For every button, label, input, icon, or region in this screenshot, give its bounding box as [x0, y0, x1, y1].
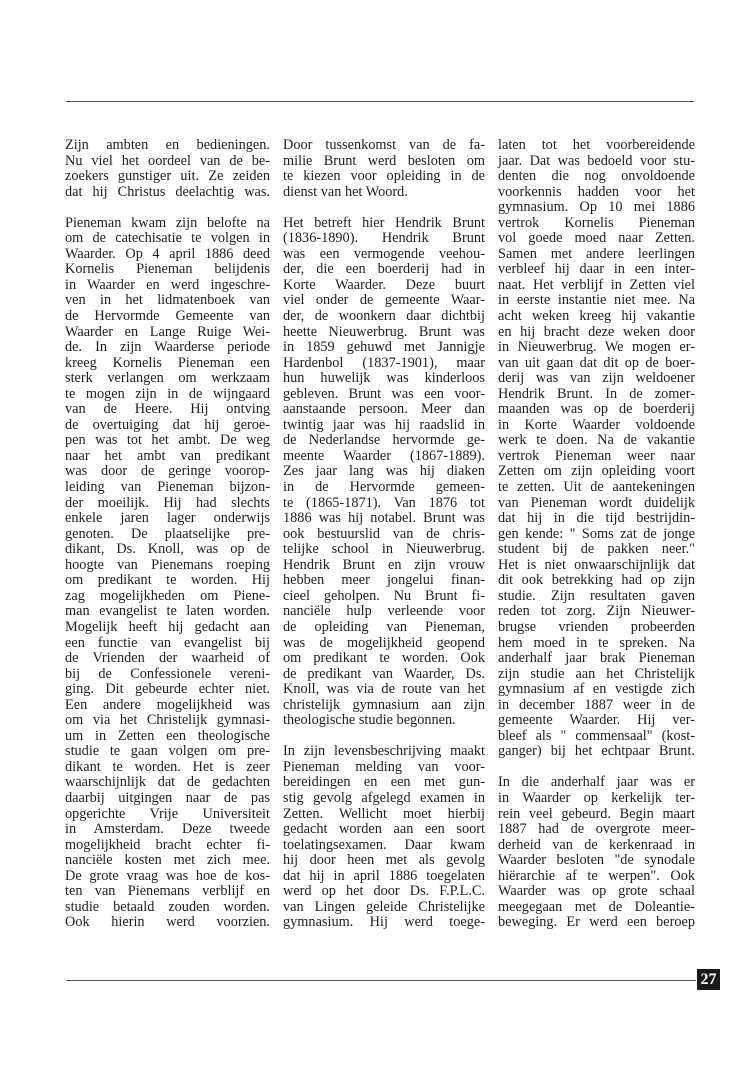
page-number: 27: [697, 969, 720, 990]
text-line: dienst van het Woord.: [283, 183, 408, 200]
text-line: ganger) bij het echtpaar Brunt.: [498, 743, 695, 760]
text-line: daarbij uitgingen naar de pas: [65, 789, 270, 806]
text-line: Mogelijk heeft hij gedacht aan: [65, 618, 270, 635]
text-line: Knoll, was via de route van het: [283, 681, 485, 698]
text-line: dikant te worden. Het is zeer: [65, 758, 270, 775]
text-line: dat hij Christus deelachtig was.: [65, 183, 270, 200]
paragraph: [283, 744, 485, 931]
text-line: waarschijnlijk dat de gedachten: [65, 774, 270, 791]
text-line: sterk verlangen om werkzaam: [65, 370, 270, 387]
text-line: ten van Pienemans verblijf en: [65, 883, 270, 900]
text-line: man evangelist te laten worden.: [65, 603, 270, 620]
text-line: Korte Waarder. Deze buurt: [283, 276, 485, 293]
text-line: de. In zijn Waarderse periode: [65, 339, 270, 356]
text-line: hoogte van Pienemans roeping: [65, 556, 270, 573]
text-line: te zetten. Uit de aantekeningen: [498, 479, 695, 496]
text-line: derheid van de kerkenraad in: [498, 836, 695, 853]
text-line: Hendrik Brunt en zijn vrouw: [283, 556, 485, 573]
text-line: in Waarder en werd ingeschre-: [65, 276, 270, 293]
text-line: enkele jaren lager onderwijs: [65, 510, 270, 527]
text-line: Waarder. Op 4 april 1886 deed: [65, 245, 270, 262]
text-line: Zetten om zijn opleiding voort: [498, 463, 695, 480]
text-line: pen was tot het ambt. De weg: [65, 432, 270, 449]
text-line: bleef als " commensaal" (kost-: [498, 727, 695, 744]
text-line: gymnasium. Hij werd toege-: [283, 914, 485, 931]
text-line: zijn studie aan het Christelijk: [498, 665, 695, 682]
text-line: was de mogelijkheid geopend: [283, 634, 485, 651]
text-line: Pieneman melding van voor-: [283, 758, 485, 775]
text-line: dat hij in die tijd bestrijdin-: [498, 510, 695, 527]
text-column-1: [65, 138, 270, 946]
text-line: Het is niet onwaarschijnlijk dat: [498, 556, 695, 573]
text-line: de Nederlandse hervormde ge-: [283, 432, 485, 449]
text-line: der moeilijk. Hij had slechts: [65, 494, 270, 511]
text-line: verbleef hij daar in een inter-: [498, 261, 695, 278]
text-line: der, de woonkern daar dichtbij: [283, 308, 485, 325]
text-line: stig gevolg afgelegd examen in: [283, 789, 485, 806]
text-line: Pieneman kwam zijn belofte na: [65, 214, 270, 231]
text-line: Zijn ambten en bedieningen.: [65, 137, 270, 153]
text-line: hij door heen met als gevolg: [283, 852, 485, 869]
text-line: ven in het lidmatenboek van: [65, 292, 270, 309]
text-line: dit ook betrekking had op zijn: [498, 572, 695, 589]
text-line: de Vrienden der waarheid of: [65, 650, 270, 667]
text-line: denten die nog onvoldoende: [498, 168, 695, 185]
text-line: zag mogelijkheden om Piene-: [65, 587, 270, 604]
text-line: rein veel gebeurd. Begin maart: [498, 805, 695, 822]
paragraph: [65, 216, 270, 931]
paragraph: [498, 138, 695, 760]
text-line: um in Zetten een theologische: [65, 727, 270, 744]
text-line: in eerste instantie niet mee. Na: [498, 292, 695, 309]
text-line: Zes jaar lang was hij diaken: [283, 463, 485, 480]
text-line: Waarder en Lange Ruige Wei-: [65, 323, 270, 340]
text-line: vertrok Kornelis Pieneman: [498, 214, 695, 231]
text-line: aanstaande persoon. Meer dan: [283, 401, 485, 418]
text-line: dikant, Ds. Knoll, was op de: [65, 541, 270, 558]
text-line: Zetten. Wellicht moet hierbij: [283, 805, 485, 822]
text-line: om predikant te worden. Ook: [283, 650, 485, 667]
text-line: Waarder besloten "de synodale: [498, 852, 695, 869]
text-line: hiërarchie af te werpen". Ook: [498, 867, 695, 884]
text-line: om predikant te worden. Hij: [65, 572, 270, 589]
text-line: te kiezen voor opleiding in de: [283, 168, 485, 185]
text-line: brugse vrienden probeerden: [498, 618, 695, 635]
text-line: werk te doen. Na de vakantie: [498, 432, 695, 449]
text-line: opgerichte Vrije Universiteit: [65, 805, 270, 822]
text-line: studie te gaan volgen om pre-: [65, 743, 270, 760]
text-line: laten tot het voorbereidende: [498, 137, 695, 153]
text-line: van Pieneman wordt duidelijk: [498, 494, 695, 511]
text-line: voorkennis hadden voor het: [498, 183, 695, 200]
text-line: (1836-1890). Hendrik Brunt: [283, 230, 485, 247]
text-line: Hardenbol (1837-1901), maar: [283, 354, 485, 371]
text-line: van Lingen geleide Christelijke: [283, 898, 485, 915]
text-line: van de Heere. Hij ontving: [65, 401, 270, 418]
text-line: beweging. Er werd een beroep: [498, 914, 695, 931]
text-line: gebleven. Brunt was een voor-: [283, 385, 485, 402]
text-line: in Korte Waarder voldoende: [498, 416, 695, 433]
text-line: cieel geholpen. Nu Brunt fi-: [283, 587, 485, 604]
text-line: studie betaald zouden worden.: [65, 898, 270, 915]
text-line: ging. Dit gebeurde echter niet.: [65, 681, 270, 698]
text-line: studie. Zijn resultaten gaven: [498, 587, 695, 604]
text-line: toelatingsexamen. Daar kwam: [283, 836, 485, 853]
text-line: van uit gaan dat dit op de boer-: [498, 354, 695, 371]
text-line: werd op het door Ds. F.P.L.C.: [283, 883, 485, 900]
text-line: nanciële kosten met zich mee.: [65, 852, 270, 869]
text-line: anderhalf jaar brak Pieneman: [498, 650, 695, 667]
paragraph: [283, 138, 485, 200]
text-line: naar het ambt van predikant: [65, 447, 270, 464]
text-line: heette Nieuwerbrug. Brunt was: [283, 323, 485, 340]
text-line: in Waarder op kerkelijk ter-: [498, 789, 695, 806]
text-line: was door de geringe voorop-: [65, 463, 270, 480]
top-divider: [66, 101, 694, 102]
text-line: de opleiding van Pieneman,: [283, 618, 485, 635]
text-line: derij was van zijn weldoener: [498, 370, 695, 387]
text-line: In die anderhalf jaar was er: [498, 774, 695, 791]
text-line: nanciële hulp verleende voor: [283, 603, 485, 620]
text-line: te (1865-1871). Van 1876 tot: [283, 494, 485, 511]
text-line: in Nieuwerbrug. We mogen er-: [498, 339, 695, 356]
text-column-3: [498, 138, 695, 946]
text-line: twintig jaar was hij raadslid in: [283, 416, 485, 433]
text-line: hun huwelijk was kinderloos: [283, 370, 485, 387]
text-line: meegegaan met de Doleantie-: [498, 898, 695, 915]
text-line: gemeente Waarder. Hij ver-: [498, 712, 695, 729]
text-line: telijke school in Nieuwerbrug.: [283, 541, 485, 558]
bottom-divider: [66, 980, 696, 981]
text-line: gen kende: " Soms zat de jonge: [498, 525, 695, 542]
text-line: vol goede moed naar Zetten.: [498, 230, 695, 247]
text-line: viel onder de gemeente Waar-: [283, 292, 485, 309]
text-line: 1887 had de overgrote meer-: [498, 821, 695, 838]
text-line: 1886 was hij notabel. Brunt was: [283, 510, 485, 527]
text-line: ook bestuurslid van de chris-: [283, 525, 485, 542]
paragraph: [498, 775, 695, 930]
text-line: maanden was op de boerderij: [498, 401, 695, 418]
text-line: hebben meer jongelui finan-: [283, 572, 485, 589]
text-line: der, die een boerderij had in: [283, 261, 485, 278]
text-line: meente Waarder (1867-1889).: [283, 447, 485, 464]
text-line: christelijk gymnasium aan zijn: [283, 696, 485, 713]
text-line: Hendrik Brunt. In de zomer-: [498, 385, 695, 402]
text-line: mogelijkheid bracht echter fi-: [65, 836, 270, 853]
text-line: Het betreft hier Hendrik Brunt: [283, 214, 485, 231]
text-line: milie Brunt werd besloten om: [283, 152, 485, 169]
text-line: gymnasium. Op 10 mei 1886: [498, 199, 695, 216]
text-line: de Hervormde Gemeente van: [65, 308, 270, 325]
text-line: jaar. Dat was bedoeld voor stu-: [498, 152, 695, 169]
text-line: Samen met andere leerlingen: [498, 245, 695, 262]
text-line: In zijn levensbeschrijving maakt: [283, 743, 485, 760]
text-line: een functie van evangelist bij: [65, 634, 270, 651]
text-line: in december 1887 weer in de: [498, 696, 695, 713]
text-line: Ook hierin werd voorzien.: [65, 914, 270, 931]
text-line: om via het Christelijk gymnasi-: [65, 712, 270, 729]
text-line: gymnasium af en vestigde zich: [498, 681, 695, 698]
text-line: in 1859 gehuwd met Jannigje: [283, 339, 485, 356]
text-line: De grote vraag was hoe de kos-: [65, 867, 270, 884]
paragraph: [65, 138, 270, 200]
text-line: en hij bracht deze weken door: [498, 323, 695, 340]
text-line: zoekers gunstiger uit. Ze zeiden: [65, 168, 270, 185]
text-line: genoten. De plaatselijke pre-: [65, 525, 270, 542]
text-line: in de Hervormde gemeen-: [283, 479, 485, 496]
text-line: gedacht worden aan een soort: [283, 821, 485, 838]
text-line: de predikant van Waarder, Ds.: [283, 665, 485, 682]
text-line: de overtuiging dat hij geroe-: [65, 416, 270, 433]
text-line: was een vermogende veehou-: [283, 245, 485, 262]
text-line: om de catechisatie te volgen in: [65, 230, 270, 247]
text-line: Kornelis Pieneman belijdenis: [65, 261, 270, 278]
text-line: theologische studie begonnen.: [283, 712, 456, 729]
text-column-2: [283, 138, 485, 946]
text-line: reden tot zorg. Zijn Nieuwer-: [498, 603, 695, 620]
text-line: vertrok Pieneman weer naar: [498, 447, 695, 464]
text-line: te mogen zijn in de wijngaard: [65, 385, 270, 402]
text-line: leiding van Pieneman bijzon-: [65, 479, 270, 496]
text-line: naat. Het verblijf in Zetten viel: [498, 276, 695, 293]
text-line: hem moed in te spreken. Na: [498, 634, 695, 651]
text-line: bij de Confessionele vereni-: [65, 665, 270, 682]
text-line: Waarder was op grote schaal: [498, 883, 695, 900]
paragraph: [283, 216, 485, 729]
text-line: bereidingen en een met gun-: [283, 774, 485, 791]
text-line: Een andere mogelijkheid was: [65, 696, 270, 713]
text-line: in Amsterdam. Deze tweede: [65, 821, 270, 838]
text-line: Nu viel het oordeel van de be-: [65, 152, 270, 169]
text-line: kreeg Kornelis Pieneman een: [65, 354, 270, 371]
text-line: acht weken kreeg hij vakantie: [498, 308, 695, 325]
text-line: dat hij in april 1886 toegelaten: [283, 867, 485, 884]
text-line: Door tussenkomst van de fa-: [283, 137, 485, 153]
text-line: student bij de pakken neer.": [498, 541, 695, 558]
